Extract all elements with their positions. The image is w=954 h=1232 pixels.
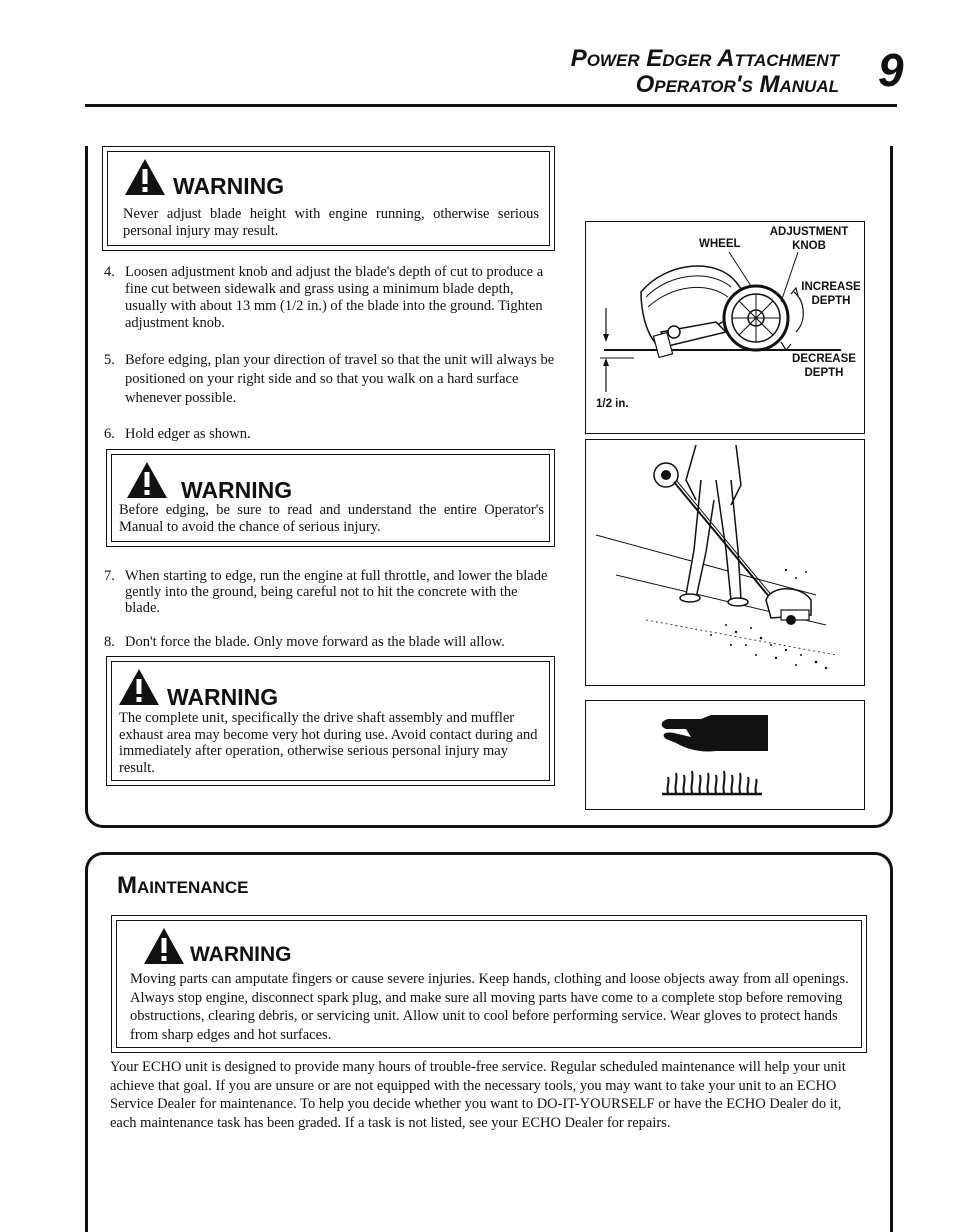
step-number: 6. [104, 426, 115, 442]
warning-box-read-manual [106, 449, 555, 547]
hot-surface-figure [585, 700, 865, 810]
step-7 [104, 568, 556, 616]
header-rule [85, 104, 897, 107]
step-text: Before edging, plan your direction of travel so that the unit will always be positioned on your right side and so that you walk on a hard surface whenever possible. [125, 352, 555, 406]
title-line-1: Power Edger Attachment [570, 45, 839, 72]
step-number: 8. [104, 634, 115, 650]
hot-surface-icon [656, 711, 776, 796]
step-6 [104, 426, 556, 443]
depth-adjustment-figure [585, 221, 865, 434]
warning-text: Before edging, be sure to read and understand the entire Operator's Manual to avoid the chance of serious injury. [119, 502, 544, 535]
manual-title [571, 46, 839, 98]
operator-illustration [586, 440, 864, 685]
label-half-inch: 1/2 in. [596, 398, 629, 410]
step-number: 4. [104, 264, 115, 280]
label-adjustment-knob: ADJUSTMENT KNOB [769, 226, 849, 252]
step-text: Don't force the blade. Only move forward as the blade will allow. [125, 634, 505, 650]
maintenance-heading: Maintenance [117, 872, 249, 899]
warning-triangle-icon [125, 460, 169, 500]
warning-text: Never adjust blade height with engine running, otherwise serious personal injury may result. [123, 206, 539, 239]
warning-title: WARNING [167, 684, 279, 710]
label-increase-depth: INCREASE DEPTH [801, 281, 861, 307]
warning-triangle-icon [142, 926, 186, 966]
step-text: When starting to edge, run the engine at full throttle, and lower the blade gently into the ground, being careful not to hit the concrete with the blade. [125, 568, 548, 616]
step-5 [104, 351, 556, 408]
step-number: 7. [104, 568, 115, 584]
warning-text: Moving parts can amputate fingers or cause severe injuries. Keep hands, clothing and loose objects away from all openings. Always stop engine, disconnect spark plug, and make sure all moving parts have come to a complete stop before removing obstructions, clearing debris, or servicing unit. Allow unit to cool before performing service. Wear gloves to protect hands from sharp edges and hot surfaces. [130, 971, 849, 1043]
label-decrease-depth: DECREASE DEPTH [792, 353, 856, 379]
warning-title: WARNING [181, 477, 293, 503]
step-4 [104, 264, 556, 332]
title-line-2: Operator's Manual [635, 71, 839, 98]
warning-title: WARNING [173, 173, 285, 199]
warning-triangle-icon [117, 667, 161, 707]
page-number: 9 [878, 44, 904, 96]
label-wheel: WHEEL [699, 238, 741, 250]
warning-box-blade-height [102, 146, 555, 251]
operator-edging-figure [585, 439, 865, 686]
warning-triangle-icon [123, 157, 167, 197]
warning-title: WARNING [190, 943, 292, 966]
warning-box-moving-parts [111, 915, 867, 1053]
warning-text: The complete unit, specifically the drive shaft assembly and muffler exhaust area may become very hot during use. Avoid contact during and immediately after operation, otherwise serious personal injury may result. [119, 710, 538, 776]
maintenance-intro: Your ECHO unit is designed to provide many hours of trouble-free service. Regular scheduled maintenance will help your unit achieve that goal. If you are unsure or are not equipped with the necessary tools, you may want to take your unit to an ECHO Service Dealer for maintenance. To help you decide whether you want to DO-IT-YOURSELF or have the ECHO Dealer do it, each maintenance task has been graded. If a task is not listed, see your ECHO Dealer for repairs. [110, 1059, 846, 1131]
step-8 [104, 634, 556, 651]
step-number: 5. [104, 352, 115, 368]
warning-box-hot-surface [106, 656, 555, 786]
step-text: Loosen adjustment knob and adjust the blade's depth of cut to produce a fine cut between sidewalk and grass using a minimum blade depth, usually with about 13 mm (1/2 in.) of the blade into the ground. Tighten adjustment knob. [125, 264, 544, 331]
step-text: Hold edger as shown. [125, 426, 251, 442]
